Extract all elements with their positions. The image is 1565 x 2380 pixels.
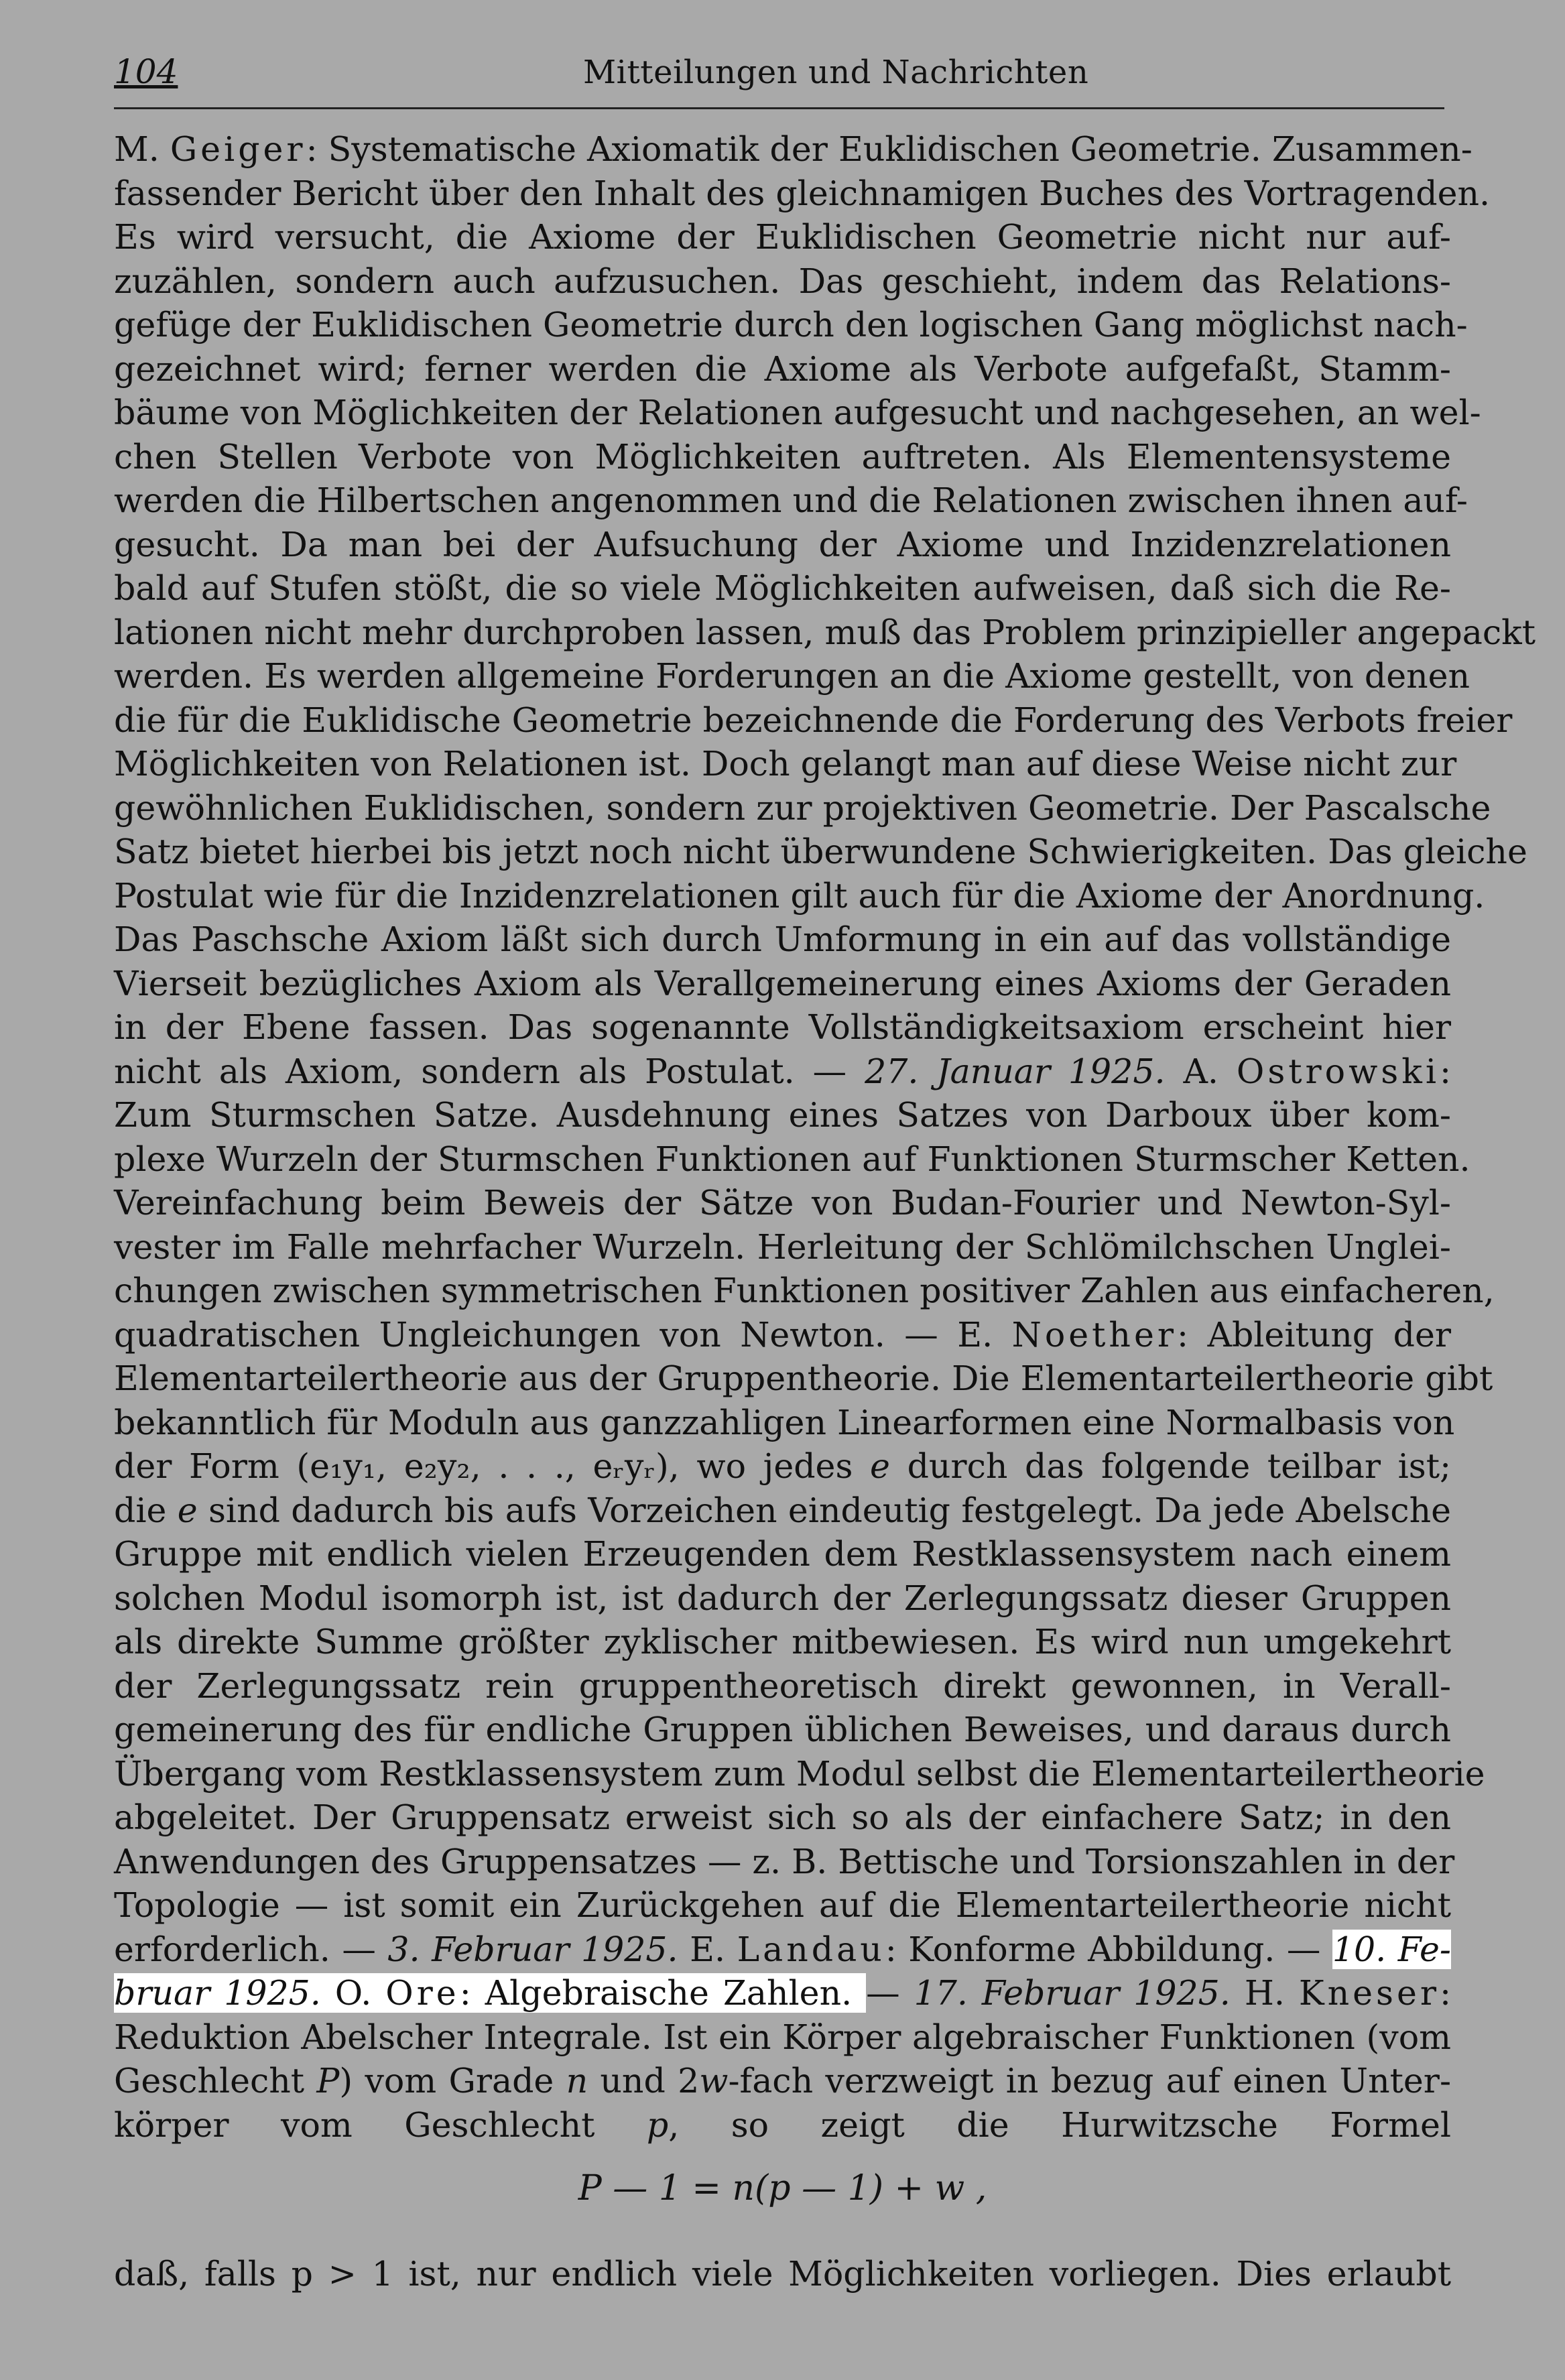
text-run: gewöhnlichen Euklidischen, sondern zur projektiven Geometrie. Der Pascalsche — [114, 788, 1491, 828]
text-line — [114, 1444, 1451, 1489]
text-line — [114, 391, 1481, 435]
text-run: Vierseit bezügliches Axiom als Verallgemeinerung eines Axioms der Geraden — [114, 963, 1451, 1003]
text-line — [114, 2059, 1451, 2103]
author-name: Ostrowski — [1236, 1051, 1440, 1091]
text-run: nicht als Axiom, sondern als Postulat. — — [114, 1051, 865, 1091]
page-header — [114, 47, 1454, 101]
author-name: Landau — [737, 1929, 885, 1969]
text-line — [114, 127, 1473, 172]
text-line — [114, 654, 1470, 698]
text-run: , so zeigt die Hurwitzsche Formel — [668, 2105, 1451, 2145]
text-line — [114, 2103, 1451, 2147]
text-run: Das Paschsche Axiom läßt sich durch Umformung in ein auf das vollständige — [114, 920, 1451, 959]
text-run: körper vom Geschlecht — [114, 2105, 647, 2145]
italic-run: n — [566, 2061, 588, 2101]
italic-run: 27. Januar 1925. — [865, 1051, 1166, 1091]
text-line — [114, 1093, 1451, 1137]
text-run: abgeleitet. Der Gruppensatz erweist sich so als der einfachere Satz; in den — [114, 1798, 1451, 1837]
text-run: zuzählen, sondern auch aufzusuchen. Das geschieht, indem das Relations- — [114, 261, 1451, 301]
text-line — [114, 215, 1451, 259]
italic-run: w — [699, 2061, 729, 2101]
text-run: in der Ebene fassen. Das sogenannte Vollständigkeitsaxiom erscheint hier — [114, 1007, 1451, 1047]
text-line — [114, 742, 1457, 786]
text-line — [114, 1708, 1451, 1752]
highlighted-run: Ore — [385, 1973, 460, 2013]
text-run: solchen Modul isomorph ist, ist dadurch der Zerlegungssatz dieser Gruppen — [114, 1578, 1451, 1618]
text-line — [114, 1576, 1451, 1621]
text-run: lationen nicht mehr durchproben lassen, muß das Problem prinzipieller angepackt — [114, 612, 1536, 652]
text-line — [114, 1620, 1451, 1664]
text-line — [114, 1005, 1451, 1050]
text-line — [114, 435, 1451, 479]
text-line — [114, 1796, 1451, 1840]
text-run: die — [114, 1490, 178, 1530]
text-line — [114, 1313, 1451, 1357]
text-run: gemeinerung des für endliche Gruppen üblichen Beweises, und daraus durch — [114, 1710, 1451, 1749]
text-line — [114, 1401, 1455, 1445]
text-run: ) vom Grade — [339, 2061, 566, 2101]
text-run: durch das folgende teilbar ist; — [889, 1446, 1451, 1486]
text-line — [114, 1752, 1485, 1796]
text-line — [114, 566, 1451, 611]
author-name: Kneser — [1298, 1973, 1440, 2013]
text-run: : Ableitung der — [1176, 1314, 1451, 1355]
text-run: chen Stellen Verbote von Möglichkeiten auftreten. Als Elementensysteme — [114, 436, 1451, 477]
text-line — [114, 962, 1451, 1006]
header-rule — [114, 107, 1444, 109]
highlighted-run: 10. Fe- — [1332, 1929, 1452, 1969]
text-line — [114, 1664, 1451, 1708]
text-run: Satz bietet hierbei bis jetzt noch nicht überwundene Schwierigkeiten. Das gleiche — [114, 832, 1527, 871]
text-line — [114, 1489, 1451, 1533]
highlighted-run: O. — [320, 1973, 386, 2013]
text-run: Postulat wie für die Inzidenzrelationen gilt auch für die Axiome der Anordnung. — [114, 875, 1485, 916]
text-run: werden die Hilbertschen angenommen und die Relationen zwischen ihnen auf- — [114, 481, 1468, 520]
final-line: daß, falls p > 1 ist, nur endlich viele Möglichkeiten vorliegen. Dies erlaubt — [114, 2254, 1451, 2294]
text-run: plexe Wurzeln der Sturmschen Funktionen auf Funktionen Sturmscher Ketten. — [114, 1139, 1470, 1179]
author-name: Noether — [1011, 1314, 1177, 1355]
text-run: quadratischen Ungleichungen von Newton. — E. — [114, 1314, 1012, 1355]
text-line — [114, 874, 1485, 918]
text-line — [114, 347, 1451, 391]
text-line — [114, 918, 1451, 962]
text-run: Gruppe mit endlich vielen Erzeugenden dem Restklassensystem nach einem — [114, 1534, 1451, 1574]
text-run: -fach verzweigt in bezug auf einen Unter- — [728, 2061, 1452, 2101]
text-run: erforderlich. — — [114, 1929, 388, 1969]
text-line — [114, 698, 1513, 743]
text-run: und 2 — [588, 2061, 700, 2101]
text-run: werden. Es werden allgemeine Forderungen an die Axiome gestellt, von denen — [114, 656, 1470, 696]
text-line — [114, 1050, 1451, 1094]
text-line — [114, 1532, 1451, 1576]
text-line — [114, 303, 1468, 347]
text-line — [114, 172, 1491, 216]
italic-run: e — [870, 1446, 890, 1486]
italic-run: 3. Februar 1925. — [387, 1929, 678, 1969]
text-run: Zum Sturmschen Satze. Ausdehnung eines Satzes von Darboux über kom- — [114, 1095, 1451, 1135]
italic-run: p — [646, 2105, 669, 2145]
text-run: vester im Falle mehrfacher Wurzeln. Herleitung der Schlömilchschen Unglei- — [114, 1227, 1451, 1267]
text-run: als direkte Summe größter zyklischer mitbewiesen. Es wird nun umgekehrt — [114, 1622, 1451, 1662]
text-run: Elementarteilertheorie aus der Gruppentheorie. Die Elementarteilertheorie gibt — [114, 1359, 1493, 1398]
text-line — [114, 1225, 1451, 1269]
text-line — [114, 611, 1536, 655]
text-run: chungen zwischen symmetrischen Funktionen positiver Zahlen aus einfacheren, — [114, 1271, 1495, 1310]
body-text — [114, 127, 1536, 2147]
text-line — [114, 1883, 1451, 1928]
text-run: : — [1439, 1051, 1451, 1091]
text-run: — — [866, 1973, 914, 2013]
text-run: Geschlecht — [114, 2061, 317, 2101]
page-number: 104 — [114, 52, 178, 91]
text-run: gezeichnet wird; ferner werden die Axiome als Verbote aufgefaßt, Stamm- — [114, 349, 1451, 389]
text-run: bald auf Stufen stößt, die so viele Möglichkeiten aufweisen, daß sich die Re- — [114, 568, 1451, 608]
text-run: die für die Euklidische Geometrie bezeichnende die Forderung des Verbots freier — [114, 700, 1513, 740]
highlighted-run: bruar 1925. — [114, 1973, 321, 2013]
text-run: bekanntlich für Moduln aus ganzzahligen Linearformen eine Normalbasis von — [114, 1402, 1455, 1442]
text-run: H. — [1230, 1973, 1299, 2013]
text-run: Möglichkeiten von Relationen ist. Doch gelangt man auf diese Weise nicht zur — [114, 744, 1457, 784]
text-line — [114, 2015, 1451, 2060]
text-line — [114, 523, 1451, 567]
text-line — [114, 830, 1527, 874]
text-run: sind dadurch bis aufs Vorzeichen eindeutig festgelegt. Da jede Abelsche — [197, 1490, 1451, 1530]
text-run: fassender Bericht über den Inhalt des gleichnamigen Buches des Vortragenden. — [114, 173, 1491, 213]
text-run: der Form (e₁y₁, e₂y₂, . . ., eᵣyᵣ), wo jedes — [114, 1446, 871, 1486]
text-run: Übergang vom Restklassensystem zum Modul selbst die Elementarteilertheorie — [114, 1753, 1485, 1794]
text-run: Es wird versucht, die Axiome der Euklidischen Geometrie nicht nur auf- — [114, 217, 1451, 257]
text-run: Vereinfachung beim Beweis der Sätze von Budan-Fourier und Newton-Syl- — [114, 1183, 1451, 1223]
text-run: gefüge der Euklidischen Geometrie durch den logischen Gang möglichst nach- — [114, 305, 1468, 345]
text-run: M. — [114, 129, 170, 169]
text-run: : — [1439, 1973, 1451, 2013]
formula: P — 1 = n(p — 1) + w , — [578, 2168, 987, 2208]
highlighted-run: : Algebraische Zahlen. — [459, 1973, 867, 2013]
text-run: : Konforme Abbildung. — — [885, 1929, 1332, 1969]
text-run: Reduktion Abelscher Integrale. Ist ein Körper algebraischer Funktionen (vom — [114, 2017, 1451, 2057]
text-run: E. — [678, 1929, 737, 1969]
text-line — [114, 1137, 1470, 1182]
italic-run: 17. Februar 1925. — [914, 1973, 1231, 2013]
text-line — [114, 1181, 1451, 1225]
text-line — [114, 1840, 1455, 1884]
text-line — [114, 1357, 1493, 1401]
text-run: gesucht. Da man bei der Aufsuchung der Axiome und Inzidenzrelationen — [114, 524, 1451, 564]
text-line — [114, 1928, 1451, 1972]
text-run: bäume von Möglichkeiten der Relationen aufgesucht und nachgesehen, an wel- — [114, 393, 1481, 432]
text-line — [114, 786, 1491, 830]
italic-run: P — [316, 2061, 340, 2101]
text-line — [114, 479, 1468, 523]
text-run: Topologie — ist somit ein Zurückgehen auf die Elementarteilertheorie nicht — [114, 1885, 1451, 1925]
author-name: Geiger — [170, 129, 306, 169]
text-line — [114, 1269, 1495, 1313]
text-run: : Systematische Axiomatik der Euklidischen Geometrie. Zusammen- — [306, 129, 1473, 169]
text-line — [114, 1971, 1451, 2015]
text-run: A. — [1165, 1051, 1237, 1091]
text-line — [114, 259, 1451, 304]
text-run: Anwendungen des Gruppensatzes — z. B. Bettische und Torsionszahlen in der — [114, 1841, 1455, 1881]
italic-run: e — [177, 1490, 198, 1530]
running-title: Mitteilungen und Nachrichten — [583, 54, 1089, 91]
text-run: der Zerlegungssatz rein gruppentheoretisch direkt gewonnen, in Verall- — [114, 1666, 1451, 1706]
